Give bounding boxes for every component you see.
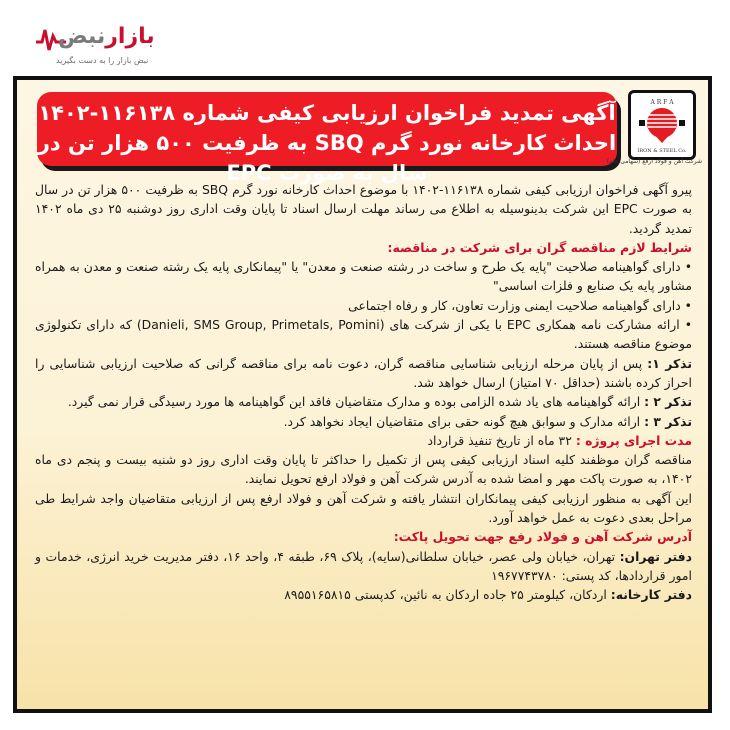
address-label: دفتر کارخانه: xyxy=(610,587,692,603)
ad-body xyxy=(35,180,692,605)
ad-frame xyxy=(13,76,712,713)
note-text: ارائه گواهینامه های یاد شده الزامی بوده و مدارک متقاضیان فاقد این گواهینامه ها مورد رسیدگی قرار نمی گیرد. xyxy=(67,394,641,410)
logo-sub: IRON & STEEL Co. xyxy=(637,148,687,154)
note-text: ارائه مدارک و سوابق هیچ گونه حقی برای متقاضیان ایجاد نخواهد کرد. xyxy=(283,413,641,429)
site-tagline: نبض بازار را به دست بگیرید xyxy=(56,56,149,65)
duration xyxy=(35,431,692,450)
address-text: اردکان، کیلومتر ۲۵ جاده اردکان به نائین، کدپستی ۸۹۵۵۱۶۵۸۱۵ xyxy=(284,587,607,603)
note-2 xyxy=(35,392,692,411)
site-brand xyxy=(58,24,155,49)
arfa-logo-icon xyxy=(631,93,693,157)
banner-title-line1: آگهی تمدید فراخوان ارزیابی کیفی شماره ۱۱۶۱۳۸-۱۴۰۲ xyxy=(38,101,616,125)
requirement-item: • دارای گواهینامه صلاحیت "پایه یک طرح و ساخت در رشته صنعت و معدن" یا "پیمانکاری پایه یک رشته صنعت و معدن به همراه مشاور پایه یک صنایع و فلزات اساسی" xyxy=(35,259,692,294)
site-logo[interactable] xyxy=(28,18,155,66)
address-factory xyxy=(35,585,692,604)
note-1 xyxy=(35,354,692,393)
closing-paragraph: این آگهی به منظور ارزیابی کیفی پیمانکاران انتشار یافته و شرکت آهن و فولاد ارفع پس از ارزیابی متقاضیان واجد شرایط طی مراحل بعدی دعوت به عمل خواهد آورد. xyxy=(35,490,692,526)
note-label: تذکر ۳ : xyxy=(644,413,692,429)
duration-text: ۳۲ ماه از تاریخ تنفیذ قرارداد xyxy=(427,432,572,448)
requirements-heading: شرایط لازم مناقصه گران برای شرکت در مناقصه: xyxy=(387,239,692,255)
note-label: تذکر ۲ : xyxy=(644,394,692,410)
address-label: دفتر تهران: xyxy=(619,548,693,564)
logo-caption: شرکت آهن و فولاد ارفع (سهامی عام) xyxy=(606,158,702,165)
company-logo xyxy=(628,90,696,160)
brand-red: بازار xyxy=(105,24,155,49)
address-heading: آدرس شرکت آهن و فولاد رفع جهت تحویل پاکت: xyxy=(393,529,692,545)
requirement-item: • ارائه مشارکت نامه همکاری EPC با یکی از شرکت های (Danieli, SMS Group, Primetals, Pomini) که دارای تکنولوژی موضوع مناقصه هستند. xyxy=(35,317,693,352)
address-text: تهران، خیابان ولی عصر، خیابان سلطانی(سایه)، پلاک ۶۹، طبقه ۴، واحد ۱۶، دفتر مدیریت خرید انرژی، خدمات و امور قراردادها، کد پستی: ۱۹۶۷۷۴۳۷۸۰ xyxy=(35,548,692,583)
address-tehran xyxy=(35,547,692,586)
ad-banner xyxy=(37,92,617,185)
submission-paragraph: مناقصه گران موظفند کلیه اسناد ارزیابی کیفی پس از تکمیل را حداکثر تا پایان وقت اداری روز دو شنبه بیست و پنجم دی ماه ۱۴۰۲، به صورت پاکت مهر و امضا شده به آدرس شرکت آهن و فولاد ارفع تحویل نمایند. xyxy=(35,452,692,487)
logo-letters: A R F A xyxy=(650,99,674,106)
note-text: پس از پایان مرحله ارزیابی شناسایی مناقصه گران، دعوت نامه برای مناقصه گرانی که صلاحیت ارزیابی شناسایی را احراز کرده باشند (حداقل ۷۰ امتیاز) ارسال خواهد شد. xyxy=(35,355,692,390)
note-3 xyxy=(35,412,692,431)
duration-label: مدت اجرای پروژه : xyxy=(575,432,692,448)
requirement-item: • دارای گواهینامه صلاحیت ایمنی وزارت تعاون، کار و رفاه اجتماعی xyxy=(348,297,692,313)
brand-gray: نبض xyxy=(58,24,106,49)
banner-title-line2: احداث کارخانه نورد گرم SBQ به ظرفیت ۵۰۰ هزار تن در سال به صورت EPC xyxy=(37,131,617,185)
note-label: تذکر ۱: xyxy=(647,355,692,371)
intro-paragraph: پیرو آگهی فراخوان ارزیابی کیفی شماره ۱۱۶۱۳۸-۱۴۰۲ با موضوع احداث کارخانه نورد گرم SBQ به ظرفیت ۵۰۰ هزار تن در سال به صورت EPC این شرکت بدینوسیله به اطلاع می رساند مهلت ارسال اسناد تا پایان وقت اداری روز دوشنبه ۲۵ دی ماه ۱۴۰۲ تمدید گردید. xyxy=(35,182,692,236)
